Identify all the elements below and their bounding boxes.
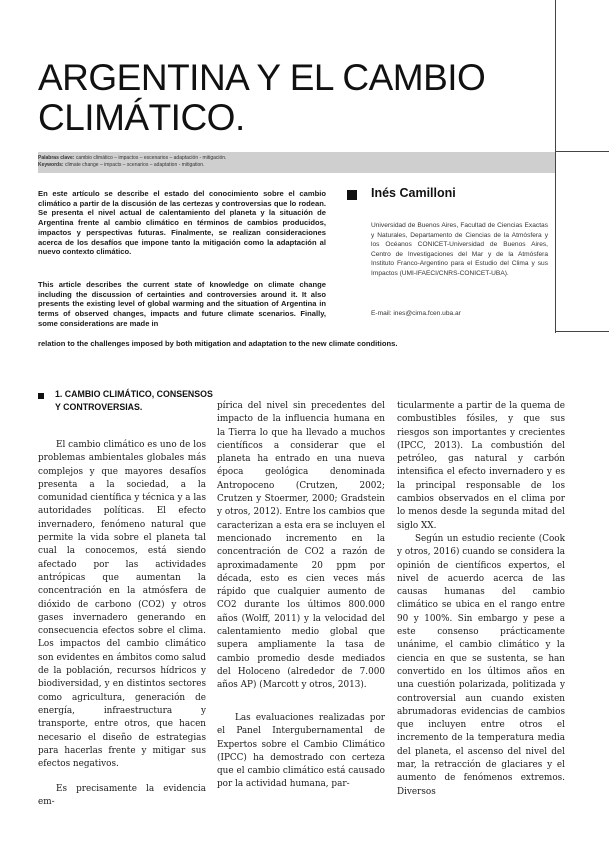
page-rule-bottom bbox=[555, 331, 609, 332]
section-bullet-icon bbox=[38, 393, 44, 399]
keywords-es-label: Palabras clave: bbox=[38, 155, 75, 161]
page-rule-top bbox=[555, 151, 609, 152]
author-bullet-icon bbox=[347, 190, 357, 200]
abstract-english: This article describes the current state of knowledge on climate change including the discussion of certainties and controversies around it. It also presents the existing level of global warming and the situation of Argentina in terms of observed changes, impacts and future climate scenarios. Finally, some considerations are made in bbox=[38, 280, 326, 328]
abstract-spanish: En este artículo se describe el estado del conocimiento sobre el cambio climático a partir de la discusión de las certezas y controversias que lo rodean. Se presenta el nivel actual de calentamiento del planeta y la situación de Argentina frente al cambio climático en términos de cambios producidos, impactos y perspectivas futuras. Finalmente, se realizan consideraciones acerca de los desafíos que impone tanto la mitigación como la adaptación al nuevo contexto climático. bbox=[38, 189, 326, 257]
body-col3-paragraph2: Según un estudio reciente (Cook y otros, 2016) cuando se considera la opinión de científicos expertos, el nivel de acuerdo acerca de las causas humanas del cambio climático se ubica en el rango entre 90 y 100%. Sin embargo y pese a este consenso prácticamente unánime, el cambio climático y la ciencia en que se sustenta, se han convertido en los últimos años en una cuestión polarizada, politizada y controversial aun cuando existen abrumadoras evidencias de cambios que incluyen entre otros el incremento de la temperatura media del planeta, el ascenso del nivel del mar, la retracción de glaciares y el aumento de fenómenos extremos. Diversos bbox=[397, 534, 565, 797]
author-name: Inés Camilloni bbox=[371, 186, 456, 200]
body-col2-paragraph1: pírica del nivel sin precedentes del impacto de la influencia humana en la Tierra lo que ha llevado a muchos científicos a considerar que el planeta ha entrado en una nueva época geológica denominada Antropoceno (Crutzen, 2002; Crutzen y Stoermer, 2000; Gradstein y otros, 2012). Entre los cambios que caracterizan a esta era se incluyen el mencionado incremento en la concentración de CO2 a razón de aproximadamente 20 ppm por década, esto es cien veces más rápido que cualquier aumento de CO2 durante los últimos 800.000 años (Wolff, 2011) y la velocidad del calentamiento medio global que supera ampliamente la tasa de cambio promedio desde mediados del Holoceno (alrededor de 7.000 años AP) (Marcott y otros, 2013). bbox=[217, 401, 385, 691]
keywords-es-text: cambio climático – impactos – escenarios – adaptación - mitigación. bbox=[75, 155, 227, 161]
keywords-en-text: climate change – impacts – scenarios – adaptation - mitigation. bbox=[64, 161, 205, 168]
keywords-bar bbox=[38, 152, 555, 173]
article-title: ARGENTINA Y EL CAMBIO CLIMÁTICO. bbox=[38, 57, 486, 138]
section-heading: 1. CAMBIO CLIMÁTICO, CONSENSOS Y CONTROVERSIAS. bbox=[55, 389, 213, 412]
abstract-english-tail: relation to the challenges imposed by both mitigation and adaptation to the new climate conditions. bbox=[38, 339, 398, 348]
keywords-en-label: Keywords: bbox=[38, 161, 64, 168]
author-affiliation: Universidad de Buenos Aires, Facultad de Ciencias Exactas y Naturales, Departamento de Ciencias de la Atmósfera y los Océanos CONICET-Universidad de Buenos Aires, Centro de Investigaciones del Mar y de la Atmósfera Instituto Franco-Argentino para el Estudio del Clima y sus Impactos (UMI-IFAECI/CNRS-CONICET-UBA). bbox=[371, 222, 548, 277]
body-col1-paragraph1: El cambio climático es uno de los problemas ambientales globales más complejos y que mayores desafíos presenta a la sociedad, a la comunidad científica y técnica y a las autoridades políticas. El efecto invernadero, fenómeno natural que permite la vida sobre el planeta tal cual la conocemos, está siendo afectado por las actividades antrópicas que aumentan la concentración en la atmósfera de dióxido de carbono (CO2) y otros gases invernadero generando en consecuencia efectos sobre el clima. Los impactos del cambio climático son evidentes en ámbitos como salud de la población, recursos hídricos y biodiversidad, y en distintos sectores como agricultura, generación de energía, infraestructura y transporte, entre otros, que hacen necesario el diseño de estrategias para hacerlas frente y mitigar sus efectos negativos. bbox=[38, 440, 206, 770]
body-col3-paragraph1: ticularmente a partir de la quema de combustibles fósiles, y que sus riesgos son importantes y crecientes (IPCC, 2013). La combustión del petróleo, gas natural y carbón intensifica el efecto invernadero y es la principal responsable de los cambios observados en el clima por lo menos desde la segunda mitad del siglo XX. bbox=[397, 401, 565, 531]
body-col1-paragraph2: Es precisamente la evidencia em- bbox=[38, 784, 206, 808]
keywords-en bbox=[38, 162, 555, 169]
body-col2-paragraph2: Las evaluaciones realizadas por el Panel Intergubernamental de Expertos sobre el Cambio Climático (IPCC) ha demostrado con certeza que el cambio climático está causado por la actividad humana, par- bbox=[217, 713, 385, 790]
author-email: E-mail: ines@cima.fcen.uba.ar bbox=[371, 310, 461, 317]
page-rule-vertical bbox=[555, 0, 556, 333]
